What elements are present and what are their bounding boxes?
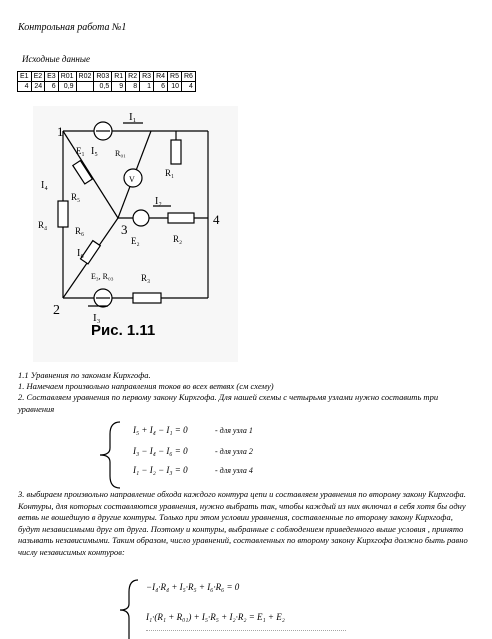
kvl-equation: −I₄·R₄ + I₅·R₅ + I₆·R₆ = 0 [146,582,240,592]
current-label: I₄ [41,180,48,191]
current-label: I₂ [155,196,162,207]
kcl-equation: I₁ − I₂ − I₃ = 0 [133,465,188,475]
circuit-diagram [33,106,238,336]
component-label: R₂ [173,234,183,244]
node-label: 1 [57,124,64,139]
param-header: R01 [58,72,76,82]
param-header: R5 [168,72,182,82]
param-value: 4 [18,82,32,92]
kcl-note: - для узла 2 [215,447,253,456]
param-value: 6 [45,82,59,92]
component-label: R₆ [75,226,85,236]
source-e2 [133,210,149,226]
parameters-table [17,71,196,92]
param-value: 9 [112,82,126,92]
kcl-note: - для узла 4 [215,466,253,475]
component-label: R₁ [165,168,175,178]
kcl-equation: I₅ + I₄ − I₁ = 0 [133,425,188,435]
param-header: R03 [94,72,112,82]
kvl-equation: I₁·(R₁ + R₀₁) + I₅·R₅ + I₂·R₂ = E₁ + E₂ [146,612,285,622]
parameters-value-row [18,82,196,92]
component-label: R₀₁ [115,149,126,158]
component-label: E₁ [76,146,85,156]
component-label: R₃ [141,273,151,283]
param-value: 6 [154,82,168,92]
section-heading: 1.1 Уравнения по законам Кирхгофа. [18,370,151,380]
system-brace [96,420,126,490]
paragraph: 2. Составляем уравнения по первому закону Кирхгофа. Для нашей схемы с четырьмя узлами нужно составить три уравнения [18,392,439,414]
param-value: 8 [126,82,140,92]
node-label: 4 [213,212,220,227]
system-brace [116,578,144,639]
component-label: E₃, R₀₃ [91,272,114,281]
node-label: 3 [121,222,128,237]
resistor-r3 [133,293,161,303]
kcl-note: - для узла 1 [215,426,253,435]
param-value [76,82,94,92]
param-value: 4 [181,82,195,92]
kcl-equation: I₃ − I₄ − I₆ = 0 [133,446,188,456]
source-data-header: Исходные данные [22,54,90,64]
paragraph: 1. Намечаем произвольно направления токов во всех ветвях (см схему) [18,381,274,391]
param-header: E2 [31,72,45,82]
param-header: E1 [18,72,32,82]
param-value: 0,5 [94,82,112,92]
param-value: 10 [168,82,182,92]
resistor-r1 [171,140,181,164]
resistor-r2 [168,213,194,223]
resistor-r4 [58,201,68,227]
current-label: I₃ [93,312,101,324]
param-value: 24 [31,82,45,92]
current-label: I₅ [91,146,98,157]
component-label: R₄ [38,220,48,230]
current-label: I₁ [129,111,137,123]
param-header: R1 [112,72,126,82]
node-label: 2 [53,303,60,318]
component-label: R₅ [71,192,81,202]
current-label: I₆ [77,248,84,259]
page-title: Контрольная работа №1 [18,22,127,33]
param-header: R02 [76,72,94,82]
parameters-header-row [18,72,196,82]
param-header: R3 [140,72,154,82]
cut-off-line [146,630,346,633]
param-value: 0,9 [58,82,76,92]
param-header: R4 [154,72,168,82]
param-header: R6 [181,72,195,82]
component-label: V [129,175,135,184]
wire [63,131,118,218]
param-header: R2 [126,72,140,82]
paragraph: 3. выбираем произвольно направление обхода каждого контура цепи и составляем уравнения по второму закону Кирхгофа. Контуры, для которых составляются уравнения, нужно выбрать так, чтобы каждый из них включал в себя хотя бы одну ветвь не вошедшую в другие контуры. Только при этом условии уравнения, составленные по второму закону Кирхгофа, будут независимыми друг от друга. Поэтому и контуры, выбранные с соблюдением приведенного выше условия , принято называть независимыми. Таким образом, число уравнений, составленных по второму закону Кирхгофа должно быть равно числу независимых контуров: [18,489,468,557]
param-header: E3 [45,72,59,82]
figure-caption: Рис. 1.11 [91,322,156,339]
param-value: 1 [140,82,154,92]
component-label: E₂ [131,236,140,246]
